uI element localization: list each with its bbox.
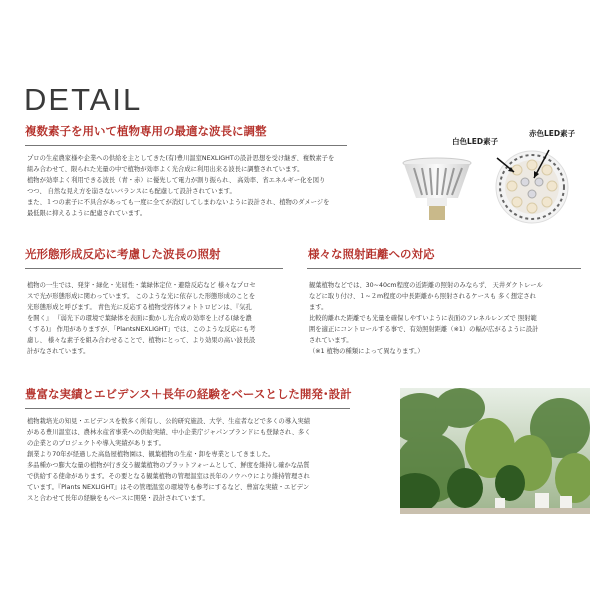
text-line: 観葉植物などでは、30~40cm程度の近距離の照射のみならず、 天井ダクトレール — [309, 282, 543, 289]
text-line: 多品種かつ膨大な量の植物が行き交う観葉植物のプラットフォームとして、鮮度を維持し確かな品質 — [27, 462, 310, 469]
divider — [25, 408, 350, 409]
greenhouse-plants-photo — [400, 388, 590, 514]
page-title: DETAIL — [24, 82, 143, 117]
text-line: 慮し、 様々な素子を組み合わせることで、植物にとって、より効果の高い波長設 — [27, 337, 256, 344]
text-line: また、１つの素子に不具合があっても一度に全てが消灯してしまわないように設計され、植物のダメージを — [27, 199, 330, 206]
text-line: 植物が効率よく利用できる波長（青・赤）に優先して電力が割り振られ、 高効率、省エネルギー化を図り — [27, 177, 326, 184]
text-line: ています。『Plants NEXLIGHT』はその管理温室の環境等も参考にするなど、豊富な実績・エビデン — [27, 484, 310, 491]
text-line: 囲を適正にコントロールする事で、有効照射距離（※1）の幅が広がるように設計 — [309, 326, 539, 333]
text-line: つつ、 自然な見え方を崩さないバランスにも配慮して設計されています。 — [27, 188, 236, 195]
section-body-wavelength — [27, 153, 334, 219]
text-line: の企業とのプロジェクトや導入実績があります。 — [27, 440, 165, 447]
text-line: 創業より70年が経過した高島屋植物園は、観葉植物の生産・卸を専業としてきました。 — [27, 451, 275, 458]
text-line: 光形態形成と呼びます。 青色光に反応する植物受容体フォトトロピンは、『気孔 — [27, 304, 252, 311]
section-heading-evidence: 豊富な実績とエビデンス＋長年の経験をベースとした開発･設計 — [25, 387, 352, 401]
text-line: で供給する使命があります。その要となる観葉植物の管理温室は長年のノウハウにより維持管理され — [27, 473, 310, 480]
text-line: がある豊川温室は、農林水産省事業への供給実績、中小企業庁ジャパンブランドにも登録され、多く — [27, 429, 311, 436]
divider — [25, 268, 283, 269]
text-line: ます。 — [309, 304, 328, 311]
section-heading-distance: 様々な照射距離への対応 — [308, 247, 435, 261]
text-line: 最低限に抑えるように配慮されています。 — [27, 210, 147, 217]
section-heading-photomorphogenesis: 光形態形成反応に考慮した波長の照射 — [25, 247, 221, 261]
text-line: 組み合わせて、限られた光量の中で植物が効率よく光合成に利用出来る波長に調整されています。 — [27, 166, 304, 173]
text-line: されています。 — [309, 337, 353, 344]
red-led-label: 赤色LED素子 — [529, 129, 576, 138]
white-led-label: 白色LED素子 — [452, 137, 499, 146]
text-line: 計がなされています。 — [27, 348, 90, 355]
text-line: （※1 植物の種類によって異なります。） — [309, 348, 424, 355]
text-line: 植物の一生では、発芽・緑化・光屈性・葉緑体定位・避陰反応など 様々なプロセ — [27, 282, 256, 289]
led-bulb-image — [392, 120, 592, 225]
text-line: くする)』 作用がありますが、「PlantsNEXLIGHT」では、このような反応にも考 — [27, 326, 256, 333]
text-line: 比較的離れた距離でも光量を確保しやすいように表面のフレネルレンズで 照射範 — [309, 315, 537, 322]
section-body-distance — [309, 280, 543, 357]
text-line: スで光が形態形成に関わっています。 このような光に依存した形態形成のことを — [27, 293, 256, 300]
text-line: 植物栽培光の知見・エビデンスを数多く所有し、公的研究施設、大学、生産者などで多くの導入実績 — [27, 418, 311, 425]
section-heading-wavelength: 複数素子を用いて植物専用の最適な波長に調整 — [25, 124, 267, 138]
divider — [25, 145, 347, 146]
divider — [307, 268, 581, 269]
section-body-evidence — [27, 416, 311, 504]
text-line: などに取り付け、１~２m程度の中長距離から照射されるケースも 多く想定され — [309, 293, 536, 300]
section-body-photomorphogenesis — [27, 280, 256, 357]
text-line: プロの生産農家様や企業への供給を主としてきた(有)豊川温室NEXLIGHTの設計思想を受け継ぎ、複数素子を — [27, 155, 335, 162]
text-line: を開く』 『弱光下の環境で葉緑体を表面に動かし光合成の効率を上げる(緑を濃 — [27, 315, 252, 322]
text-line: スと合わせて長年の経験をもベースに開発・設計されています。 — [27, 495, 209, 502]
